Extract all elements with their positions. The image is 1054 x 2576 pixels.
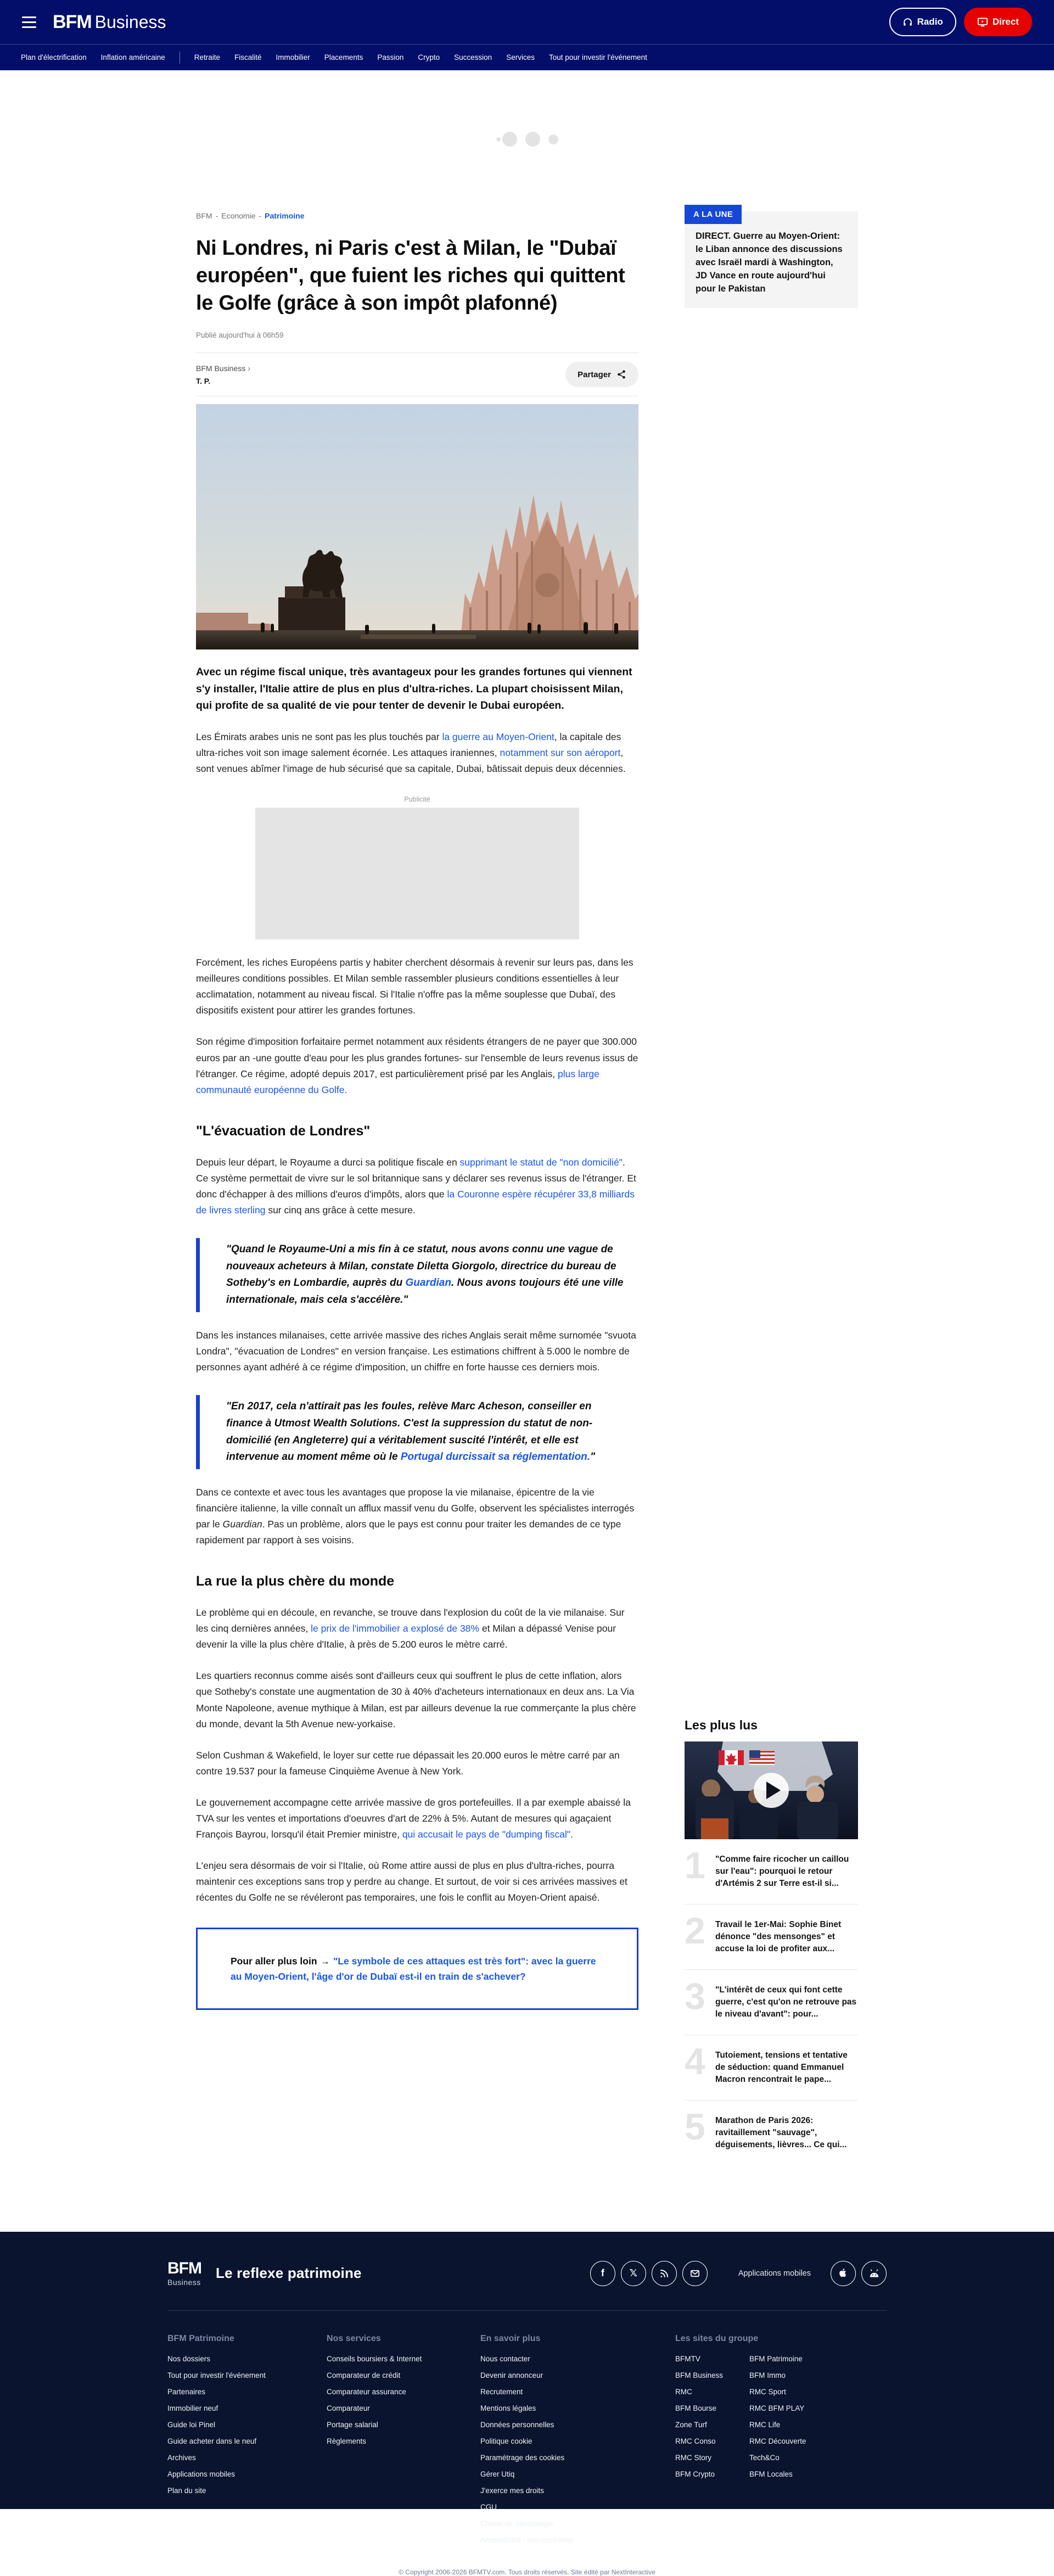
nav-item-11[interactable]: Tout pour investir l'événement (548, 53, 647, 61)
footer-column-2 (327, 2334, 480, 2552)
text: Les Émirats arabes unis ne sont pas les plus touchés par (196, 731, 442, 743)
source-link[interactable]: BFM Business › (196, 363, 251, 373)
article-lead: Avec un régime fiscal unique, très avantageux pour les grandes fortunes qui viennent s'y installer, l'Italie attire de plus en plus d'ultra-riches. La plupart choisissent Milan, qui profite de sa qualité de vie pour tenter de devenir le Dubai européen. (196, 666, 632, 712)
text: Son régime d'imposition forfaitaire permet notamment aux résidents étrangers de ne payer que 300.000 euros par an -une goutte d'eau pour les plus grandes fortunes- sur l'ensemble de leurs revenus issus de l'étranger. Ce régime, adopté depuis 2017, est particulièrement prisé par les Anglais, (196, 1036, 638, 1079)
author-name: T. P. (196, 376, 211, 385)
ad-loading-dots (0, 132, 1054, 147)
footer-tagline: Le reflexe patrimoine (215, 2265, 362, 2281)
footer-link[interactable]: Données personnelles (480, 2421, 554, 2429)
text: Le gouvernement accompagne cette arrivée massive de gros portefeuilles. Il a par exemple abaissé la TVA sur les ventes et importations d'oeuvres d'art de 22% à 5%. Autant de mesures qui agaçaient François Bayrou, lorsqu'il était Premier ministre, (196, 1796, 631, 1840)
footer-link[interactable]: BFMTV (675, 2355, 700, 2363)
nav-item-2[interactable]: Inflation américaine (100, 53, 165, 61)
footer-link[interactable]: CGU (480, 2503, 497, 2511)
article-body (196, 729, 638, 2010)
breadcrumb (196, 211, 638, 220)
most-read-title: "L'intérêt de ceux qui font cette guerre, c'est qu'on ne retrouve pas le niveau d'avant": pour... (715, 1985, 857, 2019)
most-read-title: Tutoiement, tensions et tentative de séduction: quand Emmanuel Macron rencontrait le pape... (715, 2050, 848, 2084)
breadcrumb-separator: - (259, 211, 262, 220)
footer-column-heading: Les sites du groupe (675, 2334, 759, 2343)
us-flag (749, 1750, 775, 1765)
breadcrumb-patrimoine[interactable]: Patrimoine (265, 211, 305, 220)
read-more-box (196, 1928, 638, 2010)
sidebar (685, 211, 858, 2165)
ad-slot (196, 796, 638, 939)
footer-link[interactable]: RMC Découverte (749, 2437, 806, 2445)
footer-divider (167, 2310, 887, 2311)
section-heading: La rue la plus chère du monde (196, 1573, 395, 1589)
arrow-right-icon: → (320, 1955, 330, 1967)
article-paragraph (196, 729, 638, 777)
chevron-right-icon: › (248, 363, 251, 373)
article-paragraph (196, 1748, 638, 1779)
article-title: Ni Londres, ni Paris c'est à Milan, le "Dubaï européen", que fuient les riches qui quittent le Golfe (grâce à son impôt plafonné) (196, 237, 625, 315)
most-read-rank: 1 (685, 1844, 705, 1886)
x-icon[interactable]: 𝕏 (621, 2261, 646, 2286)
footer-link[interactable]: BFM Locales (749, 2470, 793, 2478)
text: Dans les instances milanaises, cette arrivée massive des riches Anglais serait même surnomée "svuota Londra", "évacuation de Londres" en version française. Les estimations chiffrent à 5.000 le nombre de personnes ayant adhéré à ce régime d'imposition, un chiffre en forte hausse ces derniers mois. (196, 1329, 636, 1373)
footer-logo[interactable] (167, 2260, 201, 2286)
pull-quote (196, 1238, 638, 1312)
footer-link[interactable]: Zone Turf (675, 2421, 707, 2429)
author-row (196, 353, 638, 396)
footer-column-heading: Nos services (327, 2334, 381, 2343)
most-read-title: "Comme faire ricocher un caillou sur l'eau": pourquoi le retour d'Artémis 2 sur Terre est-il si... (715, 1854, 849, 1888)
nav-item-10[interactable]: Services (506, 53, 535, 61)
inline-link[interactable]: qui accusait le pays de "dumping fiscal". (402, 1828, 573, 1840)
sites-grid (675, 2355, 818, 2487)
most-read-item-5[interactable] (685, 2101, 858, 2165)
most-read-rank: 3 (685, 1975, 705, 2017)
nav-item-1[interactable]: Plan d'électrification (21, 53, 87, 61)
nav-item-6[interactable]: Placements (324, 53, 363, 61)
a-la-une-title[interactable]: DIRECT. Guerre au Moyen-Orient: le Liban annonce des discussions avec Israël mardi à Washington, JD Vance en route aujourd'hui pour le Pakistan (696, 231, 843, 294)
footer-link[interactable]: J'exerce mes droits (480, 2487, 544, 2495)
footer-link[interactable]: Mentions légales (480, 2404, 536, 2412)
footer-link[interactable]: RMC (675, 2388, 692, 2396)
nav-item-3[interactable]: Retraite (194, 53, 221, 61)
footer-column-3 (480, 2334, 675, 2552)
android-icon[interactable] (861, 2261, 887, 2286)
read-more-link[interactable]: "Le symbole de ces attaques est très fort": avec la guerre au Moyen-Orient, l'âge d'or de Dubaï est-il en train de s'achever? (231, 1955, 596, 1982)
breadcrumb-economie[interactable]: Economie (221, 211, 256, 220)
breadcrumb-bfm[interactable]: BFM (196, 211, 212, 220)
article-paragraph (196, 1034, 638, 1097)
text: "En 2017, cela n'attirait pas les foules, relève Marc Acheson, conseiller en finance à Utmost Wealth Solutions. C'est la suppression du statut de non-domicilié (en Angleterre) qui a véritablement suscité l'intérêt, et elle est intervenue au moment même où le (226, 1401, 593, 1463)
article-hero-image (196, 404, 638, 649)
most-read-video-thumbnail[interactable] (685, 1741, 858, 1839)
footer-link[interactable]: BFM Bourse (675, 2404, 717, 2412)
nav-item-4[interactable]: Fiscalité (234, 53, 262, 61)
footer-link[interactable]: Archives (167, 2454, 196, 2462)
share-button[interactable] (565, 362, 638, 387)
text: sur cinq ans grâce à cette mesure. (265, 1204, 416, 1216)
most-read-list (685, 1839, 858, 2165)
most-read-item-4[interactable] (685, 2035, 858, 2101)
nav-item-7[interactable]: Passion (377, 53, 404, 61)
footer-logo-light: Business (167, 2278, 201, 2287)
footer-link[interactable]: Politique cookie (480, 2437, 532, 2445)
direct-label: Direct (992, 16, 1019, 27)
footer-link[interactable]: Partenaires (167, 2388, 206, 2396)
apple-icon[interactable] (831, 2261, 856, 2286)
direct-button[interactable] (964, 8, 1032, 36)
share-label: Partager (578, 369, 611, 379)
footer-link[interactable]: Portage salarial (327, 2421, 378, 2429)
footer-link[interactable]: BFM Business (675, 2371, 724, 2379)
text: , la capitale des ultra-riches voit son image salement écornée. Les attaques iraniennes, (196, 731, 621, 759)
article-paragraph (196, 1155, 638, 1218)
footer-link[interactable]: BFM Immo (749, 2371, 786, 2379)
footer-link[interactable]: Devenir annonceur (480, 2371, 543, 2379)
footer-link[interactable]: Comparateur assurance (327, 2388, 406, 2396)
footer-link[interactable]: Recrutement (480, 2388, 523, 2396)
footer-link[interactable]: Applications mobiles (167, 2470, 236, 2478)
live-tv-icon (977, 17, 988, 27)
most-read-item-3[interactable] (685, 1970, 858, 2035)
most-read-heading: Les plus lus (685, 1717, 758, 1732)
footer-link[interactable]: Tech&Co (749, 2454, 780, 2462)
most-read-item-2[interactable] (685, 1905, 858, 1970)
radio-button[interactable] (889, 8, 956, 36)
newsletter-icon[interactable] (682, 2261, 708, 2286)
pull-quote (196, 1395, 638, 1469)
footer-column-1 (167, 2334, 327, 2552)
inline-link[interactable]: supprimant le statut de "non domicilié" (459, 1156, 623, 1168)
facebook-icon[interactable]: f (590, 2261, 615, 2286)
footer-link[interactable]: Paramétrage des cookies (480, 2454, 565, 2462)
footer-link[interactable]: RMC Conso (675, 2437, 716, 2445)
share-icon (616, 369, 626, 379)
inline-link[interactable]: plus large communauté européenne du Golfe. (196, 1068, 599, 1095)
article-paragraph (196, 1328, 638, 1375)
text: Depuis leur départ, le Royaume a durci sa politique fiscale en (196, 1156, 460, 1168)
text: . Nous avons toujours été une ville internationale, mais cela s'accélère." (226, 1277, 624, 1306)
footer-link[interactable]: Règlements (327, 2437, 367, 2445)
footer-link[interactable]: BFM Crypto (675, 2470, 715, 2478)
logo-bold: BFM (53, 11, 92, 32)
text: Selon Cushman & Wakefield, le loyer sur cette rue dépassait les 20.000 euros le mètre carré par an contre 19.537 pour la fameuse Cinquième Avenue à New York. (196, 1749, 620, 1777)
nav-item-5[interactable]: Immobilier (276, 53, 310, 61)
footer-link[interactable]: Conseils boursiers & Internet (327, 2355, 422, 2363)
radio-label: Radio (917, 16, 943, 27)
footer-link[interactable]: RMC BFM PLAY (749, 2404, 805, 2412)
inline-link[interactable]: le prix de l'immobilier a explosé de 38% (311, 1623, 479, 1634)
text: Le problème qui en découle, en revanche, se trouve dans l'explosion du coût de la vie milanaise. Sur les cinq dernières années, (196, 1607, 625, 1634)
nav-item-8[interactable]: Crypto (418, 53, 440, 61)
footer-link[interactable]: BFM Patrimoine (749, 2355, 803, 2363)
rss-icon[interactable] (652, 2261, 677, 2286)
inline-link[interactable]: la guerre au Moyen-Orient (442, 731, 554, 743)
ad-label: Publicité (404, 796, 430, 804)
footer-link[interactable]: Plan du site (167, 2487, 206, 2495)
footer-link[interactable]: Guide acheter dans le neuf (167, 2437, 257, 2445)
nav-item-9[interactable]: Succession (454, 53, 492, 61)
apps-label: Applications mobiles (738, 2269, 811, 2278)
most-read-title: Marathon de Paris 2026: ravitaillement "sauvage", déguisements, lièvres... Ce qui... (715, 2115, 847, 2149)
footer-column-4 (675, 2334, 818, 2552)
canada-flag (719, 1750, 744, 1765)
a-la-une-box[interactable] (685, 211, 858, 308)
text: "Quand le Royaume-Uni a mis fin à ce statut, nous avons connu une vague de nouveaux acheteurs à Milan, constate Diletta Giorgolo, directrice du bureau de Sotheby's en Lombardie, auprès du (226, 1243, 616, 1289)
inline-link[interactable]: Guardian (405, 1277, 451, 1289)
most-read-item-1[interactable] (685, 1839, 858, 1905)
secondary-nav (0, 44, 1054, 70)
footer-link[interactable]: Comparateur de crédit (327, 2371, 401, 2379)
italic-text: Guardian (222, 1519, 262, 1530)
copyright: © Copyright 2006-2026 BFMTV.com. Tous droits réservés. Site édité par NextInteractive (399, 2568, 655, 2576)
headphones-icon (902, 17, 913, 27)
text: L'enjeu sera désormais de voir si l'Italie, où Rome attire aussi de plus en plus d'ultra-riches, pourra maintenir ces exceptions sans trop y perdre au change. Et surtout, de voir si ces arrivées massives et récentes du Golfe ne se révéleront pas temporaires, une fois le conflit au Moyen-Orient apaisé. (196, 1860, 627, 1903)
text: . Pas un problème, alors que le pays est connu pour traiter les demandes de ce type rapidement par rapport à ses voisins. (196, 1519, 621, 1546)
footer-link[interactable]: Comparateur (327, 2404, 370, 2412)
article-paragraph (196, 1485, 638, 1548)
text: , sont venues abîmer l'image de hub sécurisé que sa capitale, Dubai, bâtissait depuis deux décennies. (196, 747, 626, 775)
text: . Ce système permettait de vivre sur le sol britannique sans y déclarer ses revenus issus de l'étranger. Et donc d'échapper à des millions d'euros d'impôts, alors que (196, 1156, 636, 1200)
section-heading: "L'évacuation de Londres" (196, 1123, 371, 1139)
footer-link[interactable]: RMC Sport (749, 2388, 786, 2396)
footer-link[interactable]: Gérer Utiq (480, 2470, 515, 2478)
text: Les quartiers reconnus comme aisés sont d'ailleurs ceux qui souffrent le plus de cette inflation, alors que Sotheby's constate une augmentation de 30 à 40% d'acheteurs internationaux en deux ans. La Via Monte Napoleone, avenue mythique à Milan, est par ailleurs devenue la rue commerçante la plus chère du monde, devant la 5th Avenue new-yorkaise. (196, 1670, 636, 1729)
footer-link[interactable]: Immobilier neuf (167, 2404, 218, 2412)
most-read-section (685, 1718, 858, 2165)
site-footer (0, 2232, 1054, 2576)
a-la-une-badge: A LA UNE (685, 205, 742, 224)
footer-link[interactable]: Nos dossiers (167, 2355, 211, 2363)
inline-link[interactable]: Portugal durcissait sa réglementation. (400, 1451, 591, 1463)
footer-logo-bold: BFM (167, 2259, 201, 2277)
text: et Milan a dépassé Venise pour devenir la ville la plus chère d'Italie, à près de 5.200 euros le mètre carré. (196, 1623, 616, 1650)
inline-link[interactable]: notamment sur son aéroport (500, 747, 621, 759)
article-paragraph (196, 1795, 638, 1843)
footer-link[interactable]: RMC Story (675, 2454, 712, 2462)
footer-link[interactable]: Nous contacter (480, 2355, 530, 2363)
inline-link[interactable]: la Couronne espère récupérer 33,8 milliards de livres sterling (196, 1188, 635, 1216)
logo-light: Business (94, 12, 166, 32)
footer-columns (167, 2334, 887, 2552)
footer-link[interactable]: RMC Life (749, 2421, 781, 2429)
article-paragraph (196, 1858, 638, 1906)
footer-link[interactable]: Guide loi Pinel (167, 2421, 216, 2429)
site-header (0, 0, 1054, 70)
most-read-title: Travail le 1er-Mai: Sophie Binet dénonce "des mensonges" et accuse la loi de profiter aux... (715, 1919, 842, 1953)
text: " (590, 1451, 596, 1463)
footer-link[interactable]: Tout pour investir l'événement (167, 2371, 266, 2379)
menu-icon[interactable] (22, 16, 36, 28)
footer-link[interactable]: Accessibilité : non-conforme (480, 2536, 573, 2544)
most-read-rank: 4 (685, 2040, 705, 2082)
most-read-rank: 5 (685, 2105, 705, 2148)
footer-link[interactable]: Charte de déontologie (480, 2519, 553, 2528)
site-logo[interactable] (53, 12, 166, 33)
footer-column-heading: BFM Patrimoine (167, 2334, 234, 2343)
article-paragraph (196, 1605, 638, 1653)
breadcrumb-separator: - (215, 211, 218, 220)
ad-placeholder (255, 808, 579, 939)
footer-column-heading: En savoir plus (480, 2334, 541, 2343)
text: Forcément, les riches Européens partis y habiter cherchent désormais à revenir sur leurs pas, dans les meilleures conditions possibles. Et Milan semble rassembler plusieurs conditions essentielles à leur acclimatation, notamment au niveau fiscal. Si l'Italie n'offre pas la même souplesse que Dubaï, des dispositifs existent pour attirer les grandes fortunes. (196, 957, 633, 1016)
read-more-label: Pour aller plus loin (231, 1955, 317, 1967)
most-read-rank: 2 (685, 1909, 705, 1952)
article-paragraph (196, 955, 638, 1018)
article-paragraph (196, 1668, 638, 1732)
text: Dans ce contexte et avec tous les avantages que propose la vie milanaise, épicentre de la vie financière italienne, la ville connaît un afflux massif venu du Golfe, observent les spécialistes interrogés par le (196, 1487, 635, 1530)
publish-date: Publié aujourd'hui à 06h59 (196, 331, 284, 340)
